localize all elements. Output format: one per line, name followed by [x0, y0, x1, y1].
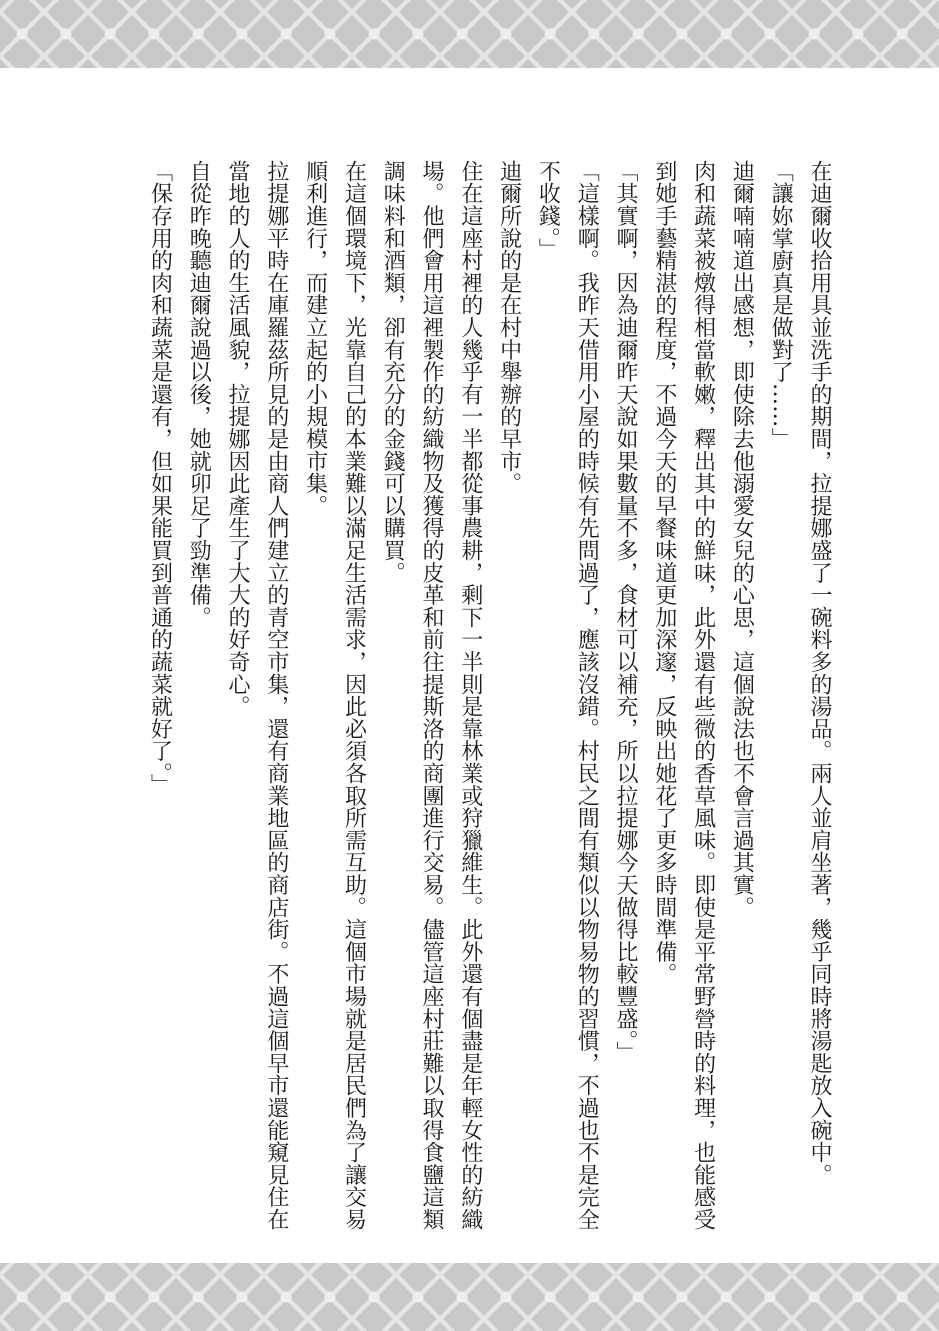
bottom-decorative-border — [0, 1263, 939, 1331]
paragraph: 肉和蔬菜被燉得相當軟嫩，釋出其中的鮮味，此外還有些微的香草風味。即使是平常野營時的料理，也能感受到她手藝精湛的程度，不過今天的早餐味道更加深邃，反映出她花了更多時間準備。 — [651, 160, 716, 1231]
paragraph: 在這個環境下，光靠自己的本業難以滿足生活需求，因此必須各取所需互助。這個市場就是居民們為了讓交易順利進行，而建立起的小規模市集。 — [302, 160, 367, 1231]
vertical-text-body — [128, 160, 838, 1240]
paragraph: 住在這座村裡的人幾乎有一半都從事農耕，剩下一半則是靠林業或狩獵維生。此外還有個盡是年輕女性的紡織場。他們會用這裡製作的紡織物及獲得的皮革和前往提斯洛的商團進行交易。儘管這座村莊難以取得食鹽這類調味料和酒類，卻有充分的金錢可以購買。 — [380, 160, 483, 1231]
paragraph: 「保存用的肉和蔬菜是還有，但如果能買到普通的蔬菜就好了。」 — [147, 160, 173, 796]
paragraph: 拉提娜平時在庫羅茲所見的是由商人們建立的青空市集，還有商業地區的商店街。不過這個早市還能窺見住在當地的人的生活風貌，拉提娜因此產生了大大的好奇心。 — [225, 160, 289, 1231]
paragraph: 迪爾喃喃道出感想，即使除去他溺愛女兒的心思，這個說法也不會言過其實。 — [729, 160, 755, 919]
top-decorative-border — [0, 0, 939, 68]
paragraph: 「其實啊，因為迪爾昨天說如果數量不多，食材可以補充，所以拉提娜今天做得比較豐盛。」 — [613, 160, 639, 1064]
paragraph: 在迪爾收拾用具並洗手的期間，拉提娜盛了一碗料多的湯品。兩人並肩坐著，幾乎同時將湯匙放入碗中。 — [807, 160, 832, 1186]
paragraph: 自從昨晚聽迪爾說過以後，她就卯足了勁準備。 — [186, 160, 212, 629]
paragraph: 迪爾所說的是在村中舉辦的早市。 — [496, 160, 522, 495]
paragraph: 「這樣啊。我昨天借用小屋的時候有先問過了，應該沒錯。村民之間有類似以物易物的習慣，不過也不是完全不收錢。」 — [535, 160, 600, 1231]
paragraph: 「讓妳掌廚真是做對了……」 — [768, 160, 794, 450]
